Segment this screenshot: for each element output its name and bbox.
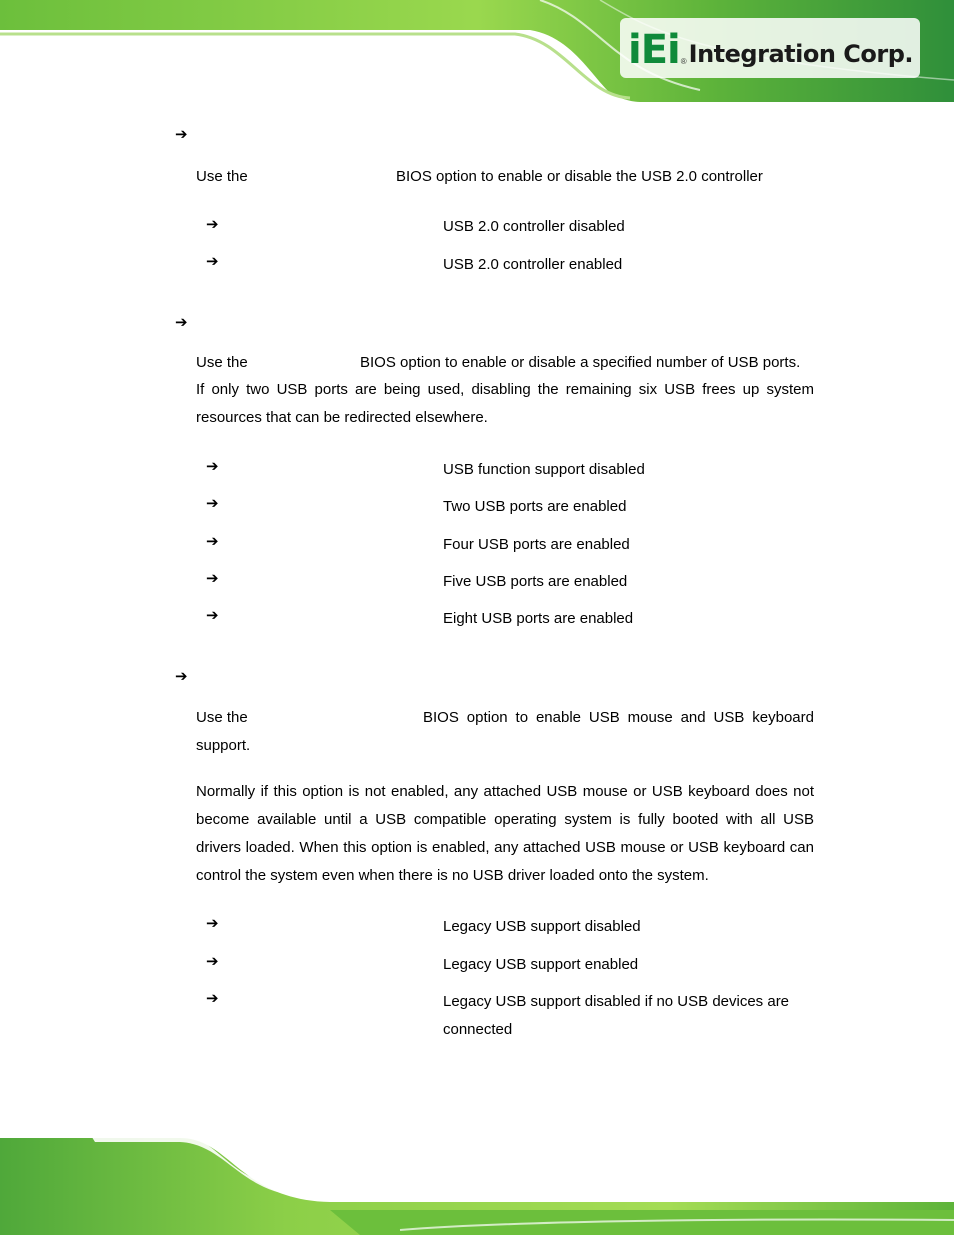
arrow-icon: ➔	[206, 457, 219, 475]
arrow-icon: ➔	[175, 667, 188, 685]
arrow-icon: ➔	[206, 494, 219, 512]
section3-paragraph: Normally if this option is not enabled, any attached USB mouse or USB keyboard does not become available until a USB compatible operating system is fully booted with all USB drivers loaded. When this option is enabled, any attached USB mouse or USB keyboard can control the system even when there is no USB driver loaded onto the system.	[196, 783, 814, 884]
option-description: Eight USB ports are enabled	[443, 610, 634, 627]
option-description: Legacy USB support disabled	[443, 918, 641, 935]
section3-use-the: Use the	[196, 709, 248, 726]
section2-paragraph: If only two USB ports are being used, disabling the remaining six USB frees up system resources that can be redirected elsewhere.	[196, 381, 814, 426]
option-description: USB function support disabled	[443, 461, 645, 478]
arrow-icon: ➔	[206, 989, 219, 1007]
section3-support: support.	[196, 737, 251, 754]
section3-intro: BIOS option to enable USB mouse and USB keyboard	[423, 709, 814, 726]
arrow-icon: ➔	[175, 313, 188, 331]
arrow-icon: ➔	[206, 569, 219, 587]
arrow-icon: ➔	[175, 125, 188, 143]
option-description: Legacy USB support enabled	[443, 956, 639, 973]
arrow-icon: ➔	[206, 914, 219, 932]
option-description: Two USB ports are enabled	[443, 498, 627, 515]
company-logo	[628, 24, 913, 72]
registered-mark: ®	[680, 57, 687, 66]
option-description: Five USB ports are enabled	[443, 573, 628, 590]
section2-intro: BIOS option to enable or disable a specified number of USB ports.	[360, 354, 801, 371]
arrow-icon: ➔	[206, 952, 219, 970]
option-description: USB 2.0 controller disabled	[443, 218, 625, 235]
option-description: Legacy USB support disabled if no USB devices are connected	[443, 993, 790, 1038]
section1-use-the: Use the	[196, 168, 248, 185]
footer-banner	[0, 1130, 954, 1235]
section1-intro: BIOS option to enable or disable the USB 2.0 controller	[396, 168, 763, 185]
option-description: USB 2.0 controller enabled	[443, 256, 623, 273]
logo-mark: iEi	[628, 27, 680, 73]
arrow-icon: ➔	[206, 532, 219, 550]
arrow-icon: ➔	[206, 215, 219, 233]
arrow-icon: ➔	[206, 252, 219, 270]
section2-use-the: Use the	[196, 354, 248, 371]
logo-name: Integration Corp.	[688, 40, 913, 68]
arrow-icon: ➔	[206, 606, 219, 624]
option-description: Four USB ports are enabled	[443, 536, 630, 553]
